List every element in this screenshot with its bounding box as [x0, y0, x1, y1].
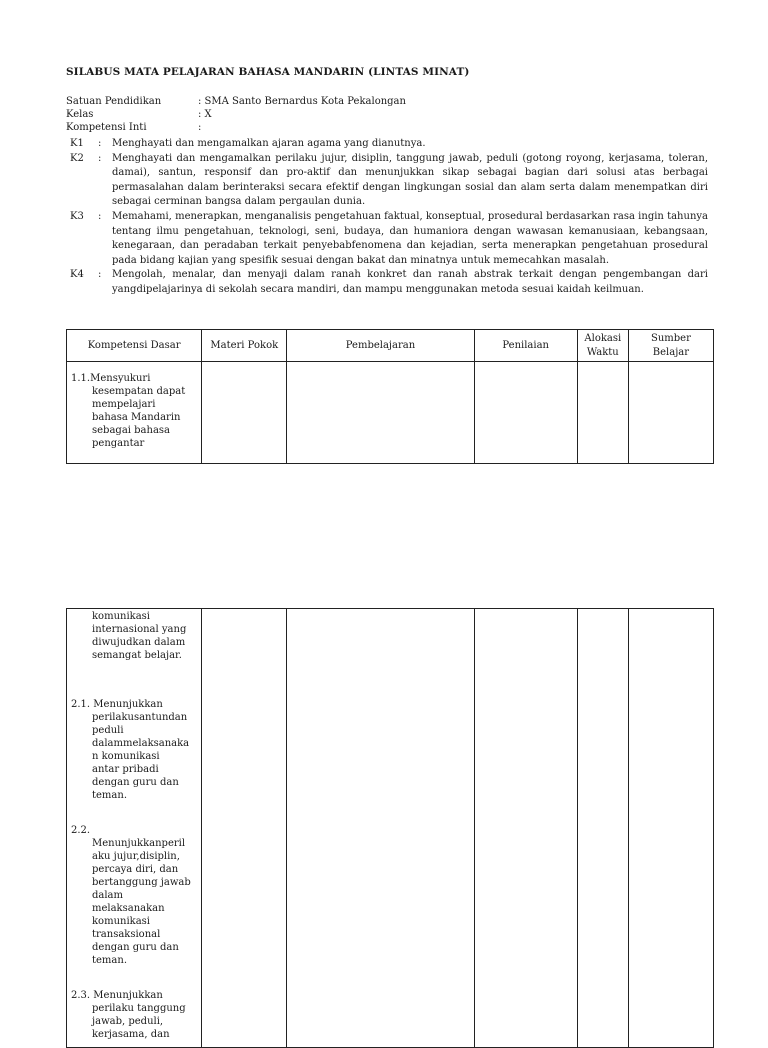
kd-line: teman.: [92, 790, 127, 801]
sumber-belajar-cell: [628, 362, 713, 464]
kd-heading: [71, 824, 197, 837]
kd-line: n komunikasi: [92, 751, 160, 762]
kd-item-2-3: [71, 989, 197, 1041]
kd-line: melaksanakan: [92, 903, 165, 914]
kd-line: bertanggung jawab: [92, 877, 191, 888]
kd-line: aku jujur,disiplin,: [92, 851, 180, 862]
header-alokasi-line2: Waktu: [586, 346, 619, 358]
kd-cell: [67, 609, 202, 1048]
alokasi-waktu-cell: [577, 362, 628, 464]
header-penilaian: Penilaian: [474, 330, 577, 362]
kd-line: Menunjukkan: [93, 699, 163, 710]
header-materi-pokok: Materi Pokok: [202, 330, 287, 362]
materi-pokok-cell: [202, 362, 287, 464]
kd-number: 2.2.: [71, 825, 91, 836]
kd-line: perilakusantundan: [92, 712, 188, 723]
kd-line: perilaku tanggung: [92, 1003, 186, 1014]
kd-line: mempelajari: [92, 399, 156, 410]
table-row: [67, 609, 714, 1048]
kd-line: Menunjukkanperil: [92, 838, 186, 849]
meta-row-kompetensi-inti: [66, 121, 406, 134]
kd-line: internasional yang: [92, 624, 187, 635]
kd-item-1-1: [71, 372, 197, 385]
ki-text: Menghayati dan mengamalkan perilaku jujur, disiplin, tanggung jawab, peduli (gotong royong, kerjasama, toleran, damai), santun, responsif dan pro-aktif dan menunjukkan sikap sebagai bagian dari solusi atas berbagai permasalahan dalam berinteraksi secara efektif dengan lingkungan sosial dan alam serta dalam menempatkan diri sebagai cerminan bangsa dalam pergaulan dunia.: [112, 152, 708, 208]
ki-text: Menghayati dan mengamalkan ajaran agama yang dianutnya.: [112, 138, 426, 149]
meta-key: Kompetensi Inti: [66, 122, 147, 133]
kd-item-2-2: [71, 824, 197, 967]
kd-line: kesempatan dapat: [92, 386, 186, 397]
kd-line: teman.: [92, 955, 127, 966]
header-sumber-line1: Sumber: [650, 332, 691, 344]
meta-row-kelas: [66, 108, 406, 121]
kd-continuation: [71, 610, 197, 662]
kd-cell: [67, 362, 202, 464]
header-sumber-line2: Belajar: [652, 346, 690, 358]
table-header-row: [67, 330, 714, 362]
ki-separator: :: [98, 152, 102, 164]
kd-line: dalam: [92, 890, 124, 901]
ki-separator: :: [98, 210, 102, 222]
ki-separator: :: [98, 269, 102, 281]
kd-item-2-1: [71, 698, 197, 802]
ki-code: K3: [70, 210, 84, 222]
kd-line: bahasa Mandarin: [92, 412, 181, 423]
meta-value: : SMA Santo Bernardus Kota Pekalongan: [198, 96, 406, 107]
kd-line: dengan guru dan: [92, 942, 179, 953]
kd-line: diwujudkan dalam: [92, 637, 186, 648]
kd-line: percaya diri, dan: [92, 864, 179, 875]
alokasi-waktu-cell: [577, 609, 628, 1048]
ki-item: [66, 137, 708, 152]
kd-body: [71, 837, 197, 967]
kd-text: [90, 372, 197, 385]
ki-item: [66, 210, 708, 268]
kd-line: peduli: [92, 725, 124, 736]
kd-number: 2.1.: [71, 699, 91, 710]
kd-line: dalammelaksanaka: [92, 738, 190, 749]
kd-line: kerjasama, dan: [92, 1029, 170, 1040]
ki-code: K2: [70, 152, 84, 164]
kd-body: [71, 385, 197, 450]
ki-text: Memahami, menerapkan, menganalisis pengetahuan faktual, konseptual, prosedural berdasarkan rasa ingin tahunya tentang ilmu pengetahuan, teknologi, seni, budaya, dan humaniora dengan wawasan kemanusiaan, kebangsaan, kenegaraan, dan peradaban terkait penyebabfenomena dan kejadian, serta menerapkan pengetahuan prosedural pada bidang kajian yang spesifik sesuai dengan bakat dan minatnya untuk memecahkan masalah.: [112, 210, 708, 266]
document-title: SILABUS MATA PELAJARAN BAHASA MANDARIN (LINTAS MINAT): [66, 66, 470, 78]
ki-code: K1: [70, 138, 84, 149]
kompetensi-inti-list: [66, 137, 708, 298]
ki-separator: :: [98, 138, 102, 149]
kd-heading: [71, 989, 197, 1002]
kd-line: komunikasi: [92, 611, 150, 622]
kd-line: antar pribadi: [92, 764, 159, 775]
ki-item: [66, 152, 708, 210]
kd-line: semangat belajar.: [92, 650, 182, 661]
kd-line: jawab, peduli,: [92, 1016, 164, 1027]
kd-line: dengan guru dan: [92, 777, 179, 788]
materi-pokok-cell: [202, 609, 287, 1048]
silabus-table-bottom: [66, 608, 714, 1048]
kd-number: 2.3.: [71, 990, 91, 1001]
ki-code: K4: [70, 269, 84, 281]
kd-line: Mensyukuri: [90, 373, 151, 384]
penilaian-cell: [474, 609, 577, 1048]
silabus-table-top: [66, 329, 714, 464]
header-pembelajaran: Pembelajaran: [287, 330, 474, 362]
meta-value: : X: [198, 109, 212, 120]
header-kompetensi-dasar: Kompetensi Dasar: [67, 330, 202, 362]
ki-text: Mengolah, menalar, dan menyaji dalam ranah konkret dan ranah abstrak terkait dengan pengembangan dari yangdipelajarinya di sekolah secara mandiri, dan mampu menggunakan metoda sesuai kaidah keilmuan.: [112, 269, 708, 295]
meta-key: Satuan Pendidikan: [66, 96, 162, 107]
kd-line: komunikasi: [92, 916, 150, 927]
header-sumber-belajar: [628, 330, 713, 362]
penilaian-cell: [474, 362, 577, 464]
header-alokasi-line1: Alokasi: [584, 332, 622, 344]
meta-key: Kelas: [66, 109, 94, 120]
document-meta: [66, 95, 406, 134]
kd-line: Menunjukkan: [93, 990, 163, 1001]
table-row: [67, 362, 714, 464]
ki-item: [66, 268, 708, 297]
sumber-belajar-cell: [628, 609, 713, 1048]
kd-body: [71, 711, 197, 802]
kd-number: 1.1.: [71, 373, 91, 384]
meta-value: :: [198, 122, 202, 133]
pembelajaran-cell: [287, 362, 474, 464]
pembelajaran-cell: [287, 609, 474, 1048]
kd-body: [71, 1002, 197, 1041]
kd-line: sebagai bahasa: [92, 425, 171, 436]
meta-row-satuan: [66, 95, 406, 108]
kd-heading: [71, 698, 197, 711]
kd-line: transaksional: [92, 929, 161, 940]
header-alokasi-waktu: [577, 330, 628, 362]
kd-line: pengantar: [92, 438, 145, 449]
